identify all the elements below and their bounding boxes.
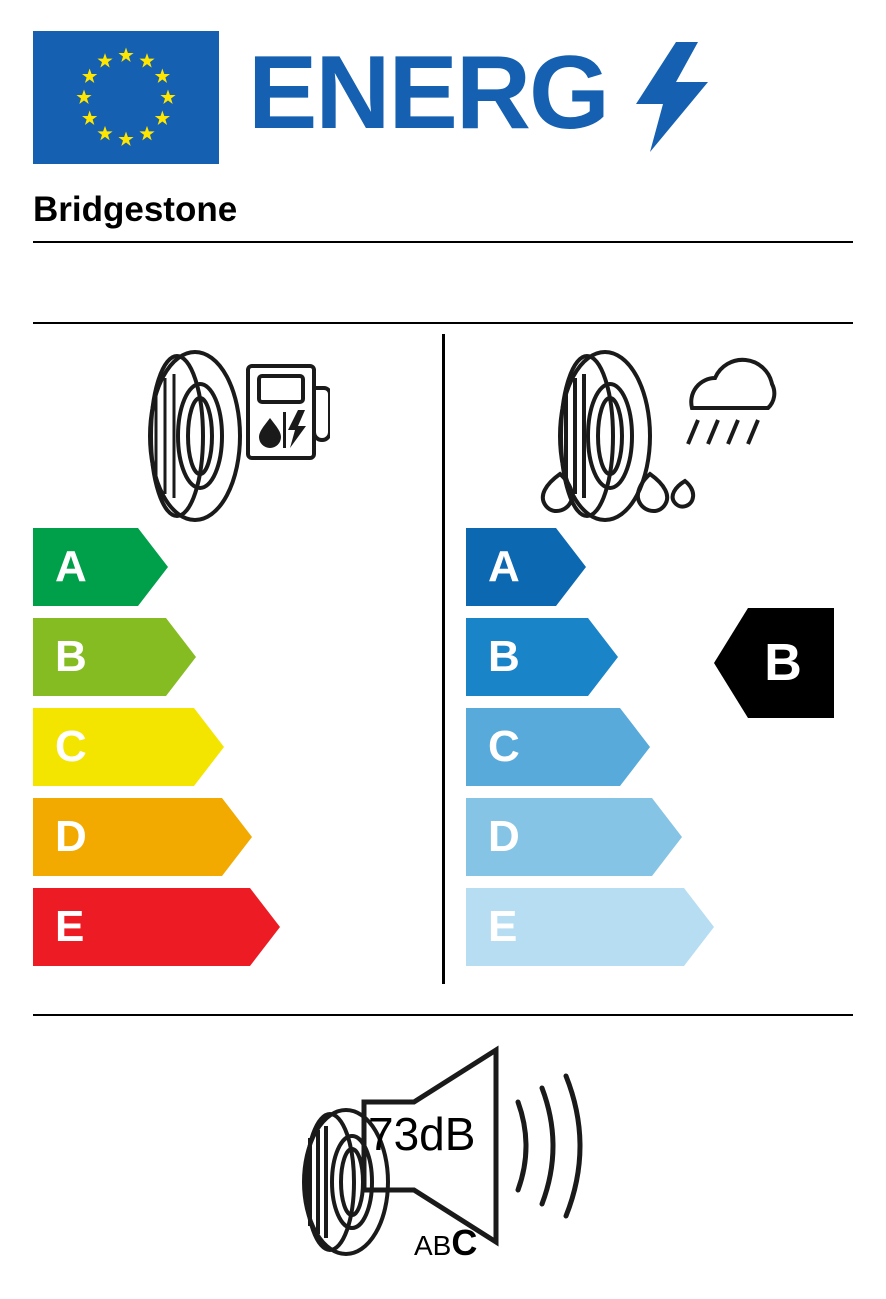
noise-value: 73dB: [368, 1108, 476, 1160]
brand-name: Bridgestone: [33, 190, 238, 229]
tyre-rain-cloud-icon: [520, 348, 795, 528]
grade-letter: B: [488, 632, 520, 681]
grade-letter: B: [55, 632, 87, 681]
grade-letter: D: [55, 812, 87, 861]
tyre-fuel-pump-icon: [120, 348, 330, 523]
grade-letter: E: [55, 902, 85, 951]
eu-stars: [33, 31, 219, 164]
energy-wordmark: ENERG: [248, 35, 608, 151]
wet-grip-result-badge: [714, 608, 834, 718]
grade-letter: A: [55, 542, 87, 591]
grade-letter: D: [488, 812, 520, 861]
grade-letter: C: [55, 722, 87, 771]
wet-grip-result-letter: B: [764, 634, 802, 692]
grade-arrow: [466, 528, 586, 606]
lightning-bolt-icon: [636, 42, 708, 152]
divider-vertical: [442, 334, 445, 984]
divider-second: [33, 322, 853, 324]
divider-top: [33, 241, 853, 243]
noise-class-selected: C: [451, 1222, 478, 1263]
grade-arrow: [33, 528, 168, 606]
divider-noise: [33, 1014, 853, 1016]
noise-class-indicator: [414, 1222, 477, 1264]
noise-class-prefix: AB: [414, 1230, 452, 1261]
grade-letter: E: [488, 902, 518, 951]
grade-letter: C: [488, 722, 520, 771]
grade-letter: A: [488, 542, 520, 591]
eu-flag-icon: [33, 31, 219, 164]
